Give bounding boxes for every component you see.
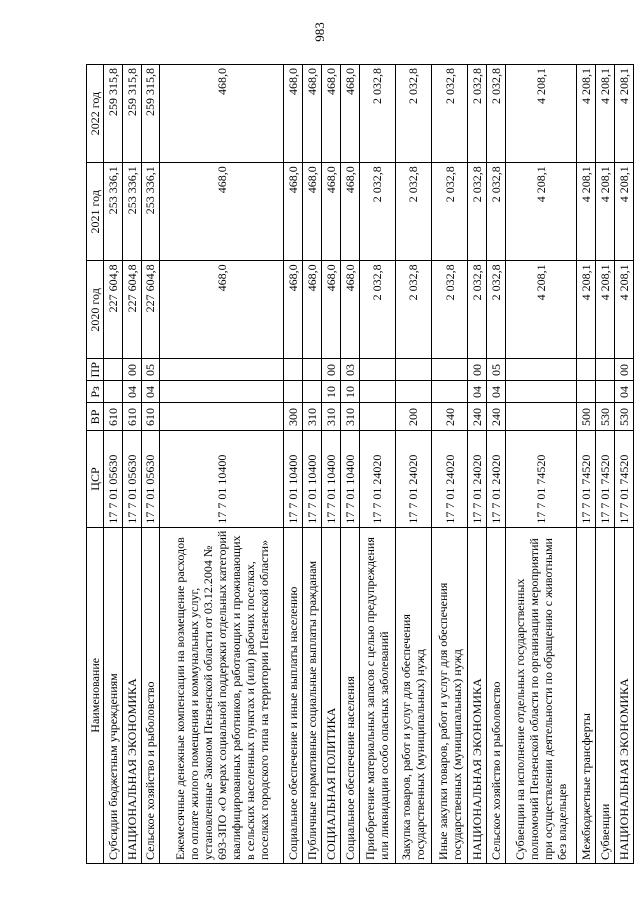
cell-rz: 04 (615, 381, 634, 403)
cell-2021: 468,0 (340, 163, 359, 261)
table-row (432, 65, 468, 864)
cell-pr (395, 359, 431, 381)
cell-pr: 00 (615, 359, 634, 381)
cell-rz (359, 381, 395, 403)
cell-vr: 610 (104, 403, 123, 431)
cell-csr: 17 7 01 74520 (596, 431, 615, 527)
budget-table (86, 64, 634, 864)
cell-name: Социальное обеспечение и иные выплаты населению (284, 527, 303, 863)
cell-pr (303, 359, 322, 381)
cell-2021: 468,0 (321, 163, 340, 261)
cell-csr: 17 7 01 74520 (506, 431, 577, 527)
cell-name: Иные закупки товаров, работ и услуг для обеспечения государственных (муниципальных) нужд (432, 527, 468, 863)
cell-2022: 259 315,8 (104, 65, 123, 163)
table-row (487, 65, 506, 864)
cell-rz: 04 (468, 381, 487, 403)
cell-2021: 2 032,8 (395, 163, 431, 261)
table-body (104, 65, 634, 864)
page-number-text: 983 (312, 22, 327, 42)
table-row (615, 65, 634, 864)
cell-2020: 4 208,1 (615, 261, 634, 359)
cell-name: НАЦИОНАЛЬНАЯ ЭКОНОМИКА (468, 527, 487, 863)
cell-2022: 4 208,1 (596, 65, 615, 163)
cell-vr: 310 (303, 403, 322, 431)
cell-2021: 4 208,1 (506, 163, 577, 261)
cell-csr: 17 7 01 74520 (577, 431, 596, 527)
cell-name: Сельское хозяйство и рыболовство (487, 527, 506, 863)
cell-2020: 2 032,8 (359, 261, 395, 359)
cell-vr: 200 (395, 403, 431, 431)
header-2021: 2021 год (87, 163, 104, 261)
header-name: Наименование (87, 527, 104, 863)
cell-2021: 253 336,1 (104, 163, 123, 261)
cell-csr: 17 7 01 10400 (284, 431, 303, 527)
cell-rz (160, 381, 284, 403)
cell-rz (432, 381, 468, 403)
cell-rz: 04 (122, 381, 141, 403)
cell-2020: 2 032,8 (487, 261, 506, 359)
cell-2020: 2 032,8 (468, 261, 487, 359)
table-row (395, 65, 431, 864)
cell-csr: 17 7 01 10400 (303, 431, 322, 527)
cell-csr: 17 7 01 10400 (160, 431, 284, 527)
cell-2022: 2 032,8 (432, 65, 468, 163)
cell-csr: 17 7 01 24020 (359, 431, 395, 527)
cell-csr: 17 7 01 05630 (104, 431, 123, 527)
cell-vr (160, 403, 284, 431)
cell-2022: 2 032,8 (487, 65, 506, 163)
cell-rz (395, 381, 431, 403)
budget-table-container (86, 64, 634, 864)
cell-vr (506, 403, 577, 431)
cell-name: Сельское хозяйство и рыболовство (141, 527, 160, 863)
cell-vr: 310 (340, 403, 359, 431)
cell-2020: 2 032,8 (432, 261, 468, 359)
table-row (303, 65, 322, 864)
cell-name: Субвенции (596, 527, 615, 863)
cell-2021: 2 032,8 (432, 163, 468, 261)
table-row (468, 65, 487, 864)
cell-2020: 468,0 (321, 261, 340, 359)
header-2022: 2022 год (87, 65, 104, 163)
table-row (596, 65, 615, 864)
page-number (0, 24, 640, 40)
cell-pr (577, 359, 596, 381)
cell-name: Закупка товаров, работ и услуг для обеспечения государственных (муниципальных) нужд (395, 527, 431, 863)
cell-vr: 240 (432, 403, 468, 431)
cell-2022: 468,0 (303, 65, 322, 163)
cell-pr (596, 359, 615, 381)
cell-name: Межбюджетные трансферты (577, 527, 596, 863)
cell-2021: 4 208,1 (577, 163, 596, 261)
cell-csr: 17 7 01 74520 (615, 431, 634, 527)
cell-2022: 2 032,8 (468, 65, 487, 163)
cell-name: Субсидии бюджетным учреждениям (104, 527, 123, 863)
cell-name: Социальное обеспечение населения (340, 527, 359, 863)
cell-2021: 2 032,8 (468, 163, 487, 261)
cell-2021: 2 032,8 (359, 163, 395, 261)
cell-pr (284, 359, 303, 381)
cell-2022: 2 032,8 (359, 65, 395, 163)
cell-2022: 2 032,8 (395, 65, 431, 163)
table-row (284, 65, 303, 864)
cell-2022: 4 208,1 (506, 65, 577, 163)
cell-name: Публичные нормативные социальные выплаты гражданам (303, 527, 322, 863)
cell-2021: 468,0 (303, 163, 322, 261)
cell-name: Ежемесячные денежные компенсации на возмещение расходов по оплате жилого помещения и коммунальных услуг, установленные Законом Пензенской области от 03.12.2004 № 693-ЗПО «О мерах социальной поддержки отдельных категорий квалифицированных работников, работающих и проживающих в сельских населенных пунктах и (или) рабочих поселках, поселках городского типа на территории Пензенской области» (160, 527, 284, 863)
table-row (141, 65, 160, 864)
cell-2020: 468,0 (160, 261, 284, 359)
cell-2022: 259 315,8 (122, 65, 141, 163)
cell-vr: 300 (284, 403, 303, 431)
cell-2020: 4 208,1 (596, 261, 615, 359)
header-pr: ПР (87, 359, 104, 381)
header-csr: ЦСР (87, 431, 104, 527)
cell-csr: 17 7 01 10400 (340, 431, 359, 527)
cell-2020: 468,0 (303, 261, 322, 359)
cell-2021: 468,0 (160, 163, 284, 261)
cell-2020: 227 604,8 (104, 261, 123, 359)
cell-2020: 4 208,1 (506, 261, 577, 359)
cell-vr: 240 (468, 403, 487, 431)
cell-rz: 10 (321, 381, 340, 403)
cell-2020: 4 208,1 (577, 261, 596, 359)
cell-2021: 2 032,8 (487, 163, 506, 261)
cell-2020: 227 604,8 (122, 261, 141, 359)
cell-rz: 04 (141, 381, 160, 403)
cell-csr: 17 7 01 24020 (432, 431, 468, 527)
cell-vr: 610 (141, 403, 160, 431)
cell-vr: 530 (615, 403, 634, 431)
cell-2022: 468,0 (340, 65, 359, 163)
cell-vr: 500 (577, 403, 596, 431)
cell-name: СОЦИАЛЬНАЯ ПОЛИТИКА (321, 527, 340, 863)
cell-vr: 240 (487, 403, 506, 431)
cell-rz (596, 381, 615, 403)
cell-pr (432, 359, 468, 381)
cell-name: Приобретение материальных запасов с целью предупреждения или ликвидации особо опасных заболеваний (359, 527, 395, 863)
cell-csr: 17 7 01 05630 (141, 431, 160, 527)
cell-csr: 17 7 01 24020 (395, 431, 431, 527)
cell-2021: 468,0 (284, 163, 303, 261)
cell-rz (506, 381, 577, 403)
cell-csr: 17 7 01 24020 (487, 431, 506, 527)
cell-2022: 259 315,8 (141, 65, 160, 163)
cell-csr: 17 7 01 05630 (122, 431, 141, 527)
cell-vr (359, 403, 395, 431)
cell-2021: 253 336,1 (122, 163, 141, 261)
table-row (359, 65, 395, 864)
cell-name: Субвенции на исполнение отдельных государственных полномочий Пензенской области по организации мероприятий при осуществлении деятельности по обращению с животными без владельцев (506, 527, 577, 863)
cell-rz (577, 381, 596, 403)
table-row (122, 65, 141, 864)
cell-pr: 00 (122, 359, 141, 381)
cell-2022: 4 208,1 (615, 65, 634, 163)
cell-2022: 468,0 (321, 65, 340, 163)
table-row (506, 65, 577, 864)
cell-rz (104, 381, 123, 403)
cell-2022: 4 208,1 (577, 65, 596, 163)
table-row (577, 65, 596, 864)
cell-csr: 17 7 01 24020 (468, 431, 487, 527)
cell-2021: 253 336,1 (141, 163, 160, 261)
table-header-row (87, 65, 104, 864)
cell-csr: 17 7 01 10400 (321, 431, 340, 527)
cell-pr (359, 359, 395, 381)
cell-pr (160, 359, 284, 381)
header-rz: Рз (87, 381, 104, 403)
cell-2020: 468,0 (340, 261, 359, 359)
cell-vr: 310 (321, 403, 340, 431)
cell-2021: 4 208,1 (615, 163, 634, 261)
cell-rz: 10 (340, 381, 359, 403)
header-vr: ВР (87, 403, 104, 431)
cell-name: НАЦИОНАЛЬНАЯ ЭКОНОМИКА (122, 527, 141, 863)
cell-2022: 468,0 (160, 65, 284, 163)
cell-vr: 610 (122, 403, 141, 431)
cell-rz (303, 381, 322, 403)
cell-pr (104, 359, 123, 381)
cell-pr: 05 (487, 359, 506, 381)
cell-2022: 468,0 (284, 65, 303, 163)
table-row (340, 65, 359, 864)
cell-pr: 00 (321, 359, 340, 381)
table-row (160, 65, 284, 864)
cell-rz (284, 381, 303, 403)
table-row (104, 65, 123, 864)
header-2020: 2020 год (87, 261, 104, 359)
table-row (321, 65, 340, 864)
cell-2020: 2 032,8 (395, 261, 431, 359)
cell-pr (506, 359, 577, 381)
cell-vr: 530 (596, 403, 615, 431)
cell-2021: 4 208,1 (596, 163, 615, 261)
cell-pr: 03 (340, 359, 359, 381)
cell-pr: 00 (468, 359, 487, 381)
cell-2020: 468,0 (284, 261, 303, 359)
cell-pr: 05 (141, 359, 160, 381)
cell-2020: 227 604,8 (141, 261, 160, 359)
cell-rz: 04 (487, 381, 506, 403)
cell-name: НАЦИОНАЛЬНАЯ ЭКОНОМИКА (615, 527, 634, 863)
